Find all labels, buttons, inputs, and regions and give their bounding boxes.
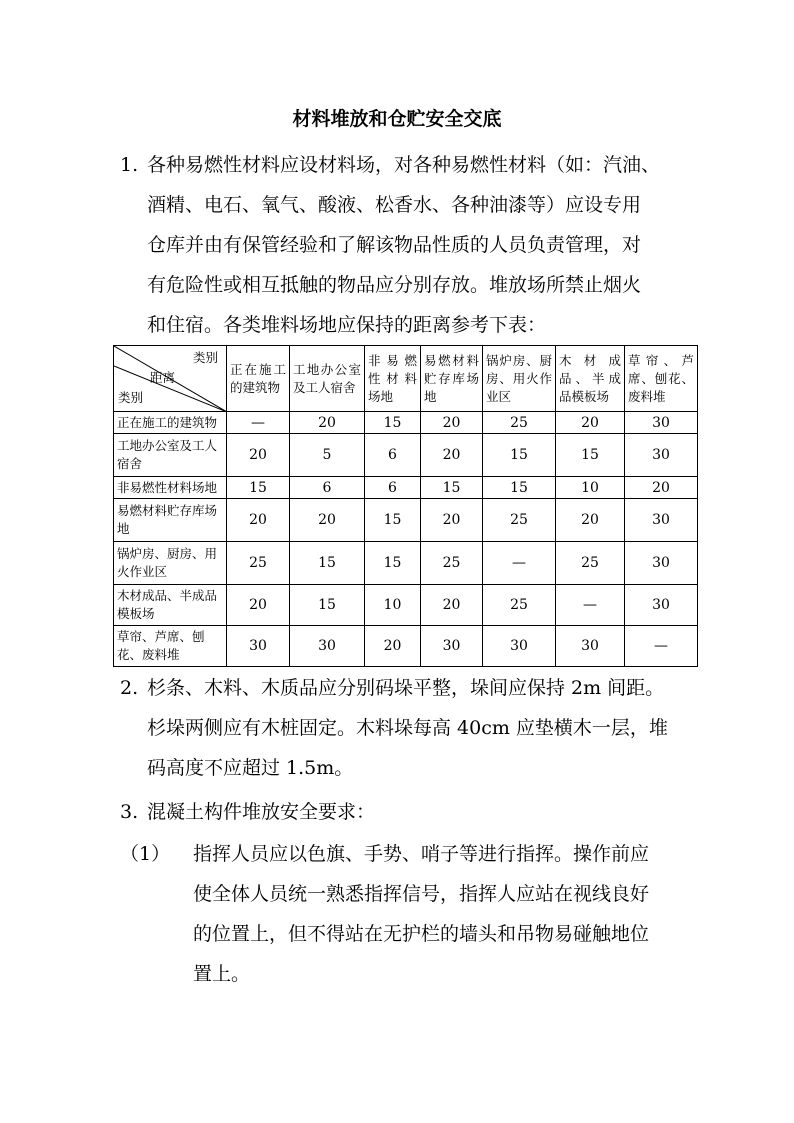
- table-cell: 6: [365, 477, 421, 499]
- item-3-number: 3.: [120, 801, 139, 823]
- item-1-line: 各种易燃性材料应设材料场，对各种易燃性材料（如：汽油、: [147, 154, 661, 176]
- table-cell: 20: [227, 434, 290, 477]
- sub-item-1: [120, 834, 680, 994]
- table-cell: 20: [227, 585, 290, 626]
- table-cell: 20: [421, 434, 483, 477]
- corner-label-top: 类别: [192, 350, 218, 365]
- table-cell: 10: [556, 477, 625, 499]
- table-cell: 20: [290, 499, 365, 542]
- table-cell: 20: [421, 499, 483, 542]
- table-cell: 25: [421, 542, 483, 585]
- item-1-line: 仓库并由有保管经验和了解该物品性质的人员负责管理，对: [147, 234, 642, 256]
- table-cell: 20: [365, 626, 421, 667]
- item-2-line: 码高度不应超过 1.5m。: [147, 757, 354, 779]
- table-cell: 15: [421, 477, 483, 499]
- item-1-number: 1.: [120, 154, 139, 176]
- table-cell: 30: [625, 585, 698, 626]
- item-1-line: 酒精、电石、氧气、酸液、松香水、各种油漆等）应设专用: [147, 194, 642, 216]
- table-cell: 20: [290, 412, 365, 434]
- table-cell: 30: [290, 626, 365, 667]
- table-row: [114, 499, 698, 542]
- table-row: [114, 412, 698, 434]
- row-header: 工地办公室及工人宿舍: [114, 434, 227, 477]
- table-cell: 30: [625, 542, 698, 585]
- table-cell: 25: [227, 542, 290, 585]
- sub-item-1-line: 指挥人员应以色旗、手势、哨子等进行指挥。操作前应: [193, 843, 650, 865]
- table-cell: 20: [227, 499, 290, 542]
- table-cell: —: [227, 412, 290, 434]
- sub-item-1-label: （1）: [120, 843, 171, 865]
- table-cell: 30: [556, 626, 625, 667]
- table-cell: 15: [365, 499, 421, 542]
- item-1-line: 有危险性或相互抵触的物品应分别存放。堆放场所禁止烟火: [147, 274, 642, 296]
- table-cell: 5: [290, 434, 365, 477]
- row-header: 木材成品、半成品模板场: [114, 585, 227, 626]
- item-3: [120, 792, 680, 832]
- table-cell: 20: [556, 412, 625, 434]
- table-cell: —: [483, 542, 556, 585]
- column-header: 木材成品、半成品模板场: [556, 346, 625, 412]
- corner-label-bottom: 类别: [118, 390, 144, 405]
- table-cell: 6: [365, 434, 421, 477]
- column-header: 易燃材料贮存库场地: [421, 346, 483, 412]
- table-cell: 15: [365, 412, 421, 434]
- row-header: 正在施工的建筑物: [114, 412, 227, 434]
- table-cell: 25: [483, 412, 556, 434]
- column-header: 草帘、芦席、刨花、废料堆: [625, 346, 698, 412]
- table-cell: 20: [556, 499, 625, 542]
- table-cell: 30: [483, 626, 556, 667]
- table-cell: 30: [227, 626, 290, 667]
- sub-item-1-line: 使全体人员统一熟悉指挥信号，指挥人应站在视线良好: [193, 883, 650, 905]
- distance-table: [113, 345, 698, 667]
- table-row: [114, 585, 698, 626]
- table-cell: 30: [625, 412, 698, 434]
- document-title: 材料堆放和仓贮安全交底: [292, 108, 502, 130]
- table-row: [114, 477, 698, 499]
- table-cell: 15: [556, 434, 625, 477]
- column-header: 正在施工的建筑物: [227, 346, 290, 412]
- item-1-line: 和住宿。各类堆料场地应保持的距离参考下表：: [147, 314, 547, 336]
- table-cell: 15: [227, 477, 290, 499]
- row-header: 草帘、芦席、刨花、废料堆: [114, 626, 227, 667]
- table-row: [114, 626, 698, 667]
- table-cell: 15: [290, 542, 365, 585]
- item-2-line: 杉条、木料、木质品应分别码垛平整，垛间应保持 2m 间距。: [147, 677, 665, 699]
- table-cell: —: [625, 626, 698, 667]
- table-cell: 30: [421, 626, 483, 667]
- item-2: [120, 668, 680, 788]
- item-2-line: 杉垛两侧应有木桩固定。木料垛每高 40cm 应垫横木一层，堆: [147, 717, 668, 739]
- table-cell: 20: [421, 585, 483, 626]
- corner-label-middle: 距离: [150, 370, 176, 385]
- table-cell: 6: [290, 477, 365, 499]
- table-cell: 20: [421, 412, 483, 434]
- table-cell: 15: [290, 585, 365, 626]
- sub-item-1-line: 置上。: [193, 963, 251, 985]
- table-row: [114, 434, 698, 477]
- sub-item-1-line: 的位置上，但不得站在无护栏的墙头和吊物易碰触地位: [193, 923, 650, 945]
- column-header: 非易燃性材料场地: [365, 346, 421, 412]
- table-corner-header: [114, 346, 227, 412]
- table-cell: 25: [483, 499, 556, 542]
- row-header: 锅炉房、厨房、用火作业区: [114, 542, 227, 585]
- table-cell: 25: [483, 585, 556, 626]
- table-cell: 30: [625, 434, 698, 477]
- item-2-number: 2.: [120, 677, 139, 699]
- table-cell: 15: [365, 542, 421, 585]
- table-cell: 20: [625, 477, 698, 499]
- column-header: 锅炉房、厨房、用火作业区: [483, 346, 556, 412]
- table-cell: 30: [625, 499, 698, 542]
- table-cell: 15: [483, 477, 556, 499]
- table-cell: —: [556, 585, 625, 626]
- table-cell: 15: [483, 434, 556, 477]
- column-header: 工地办公室及工人宿舍: [290, 346, 365, 412]
- table-cell: 10: [365, 585, 421, 626]
- row-header: 非易燃性材料场地: [114, 477, 227, 499]
- table-row: [114, 542, 698, 585]
- item-3-text: 混凝土构件堆放安全要求：: [147, 801, 376, 823]
- table-cell: 25: [556, 542, 625, 585]
- item-1: [120, 145, 680, 345]
- row-header: 易燃材料贮存库场地: [114, 499, 227, 542]
